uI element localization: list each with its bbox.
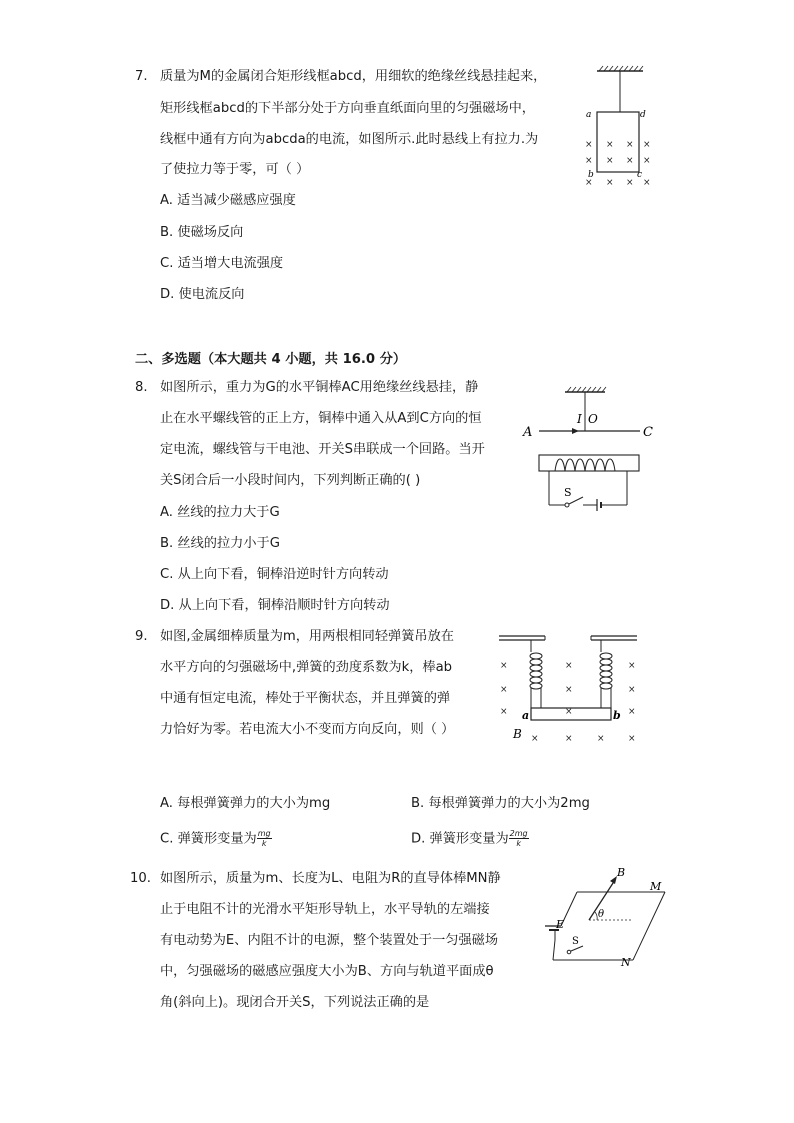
svg-text:×: × <box>500 685 508 695</box>
svg-text:×: × <box>500 707 508 717</box>
svg-text:×: × <box>531 734 539 744</box>
q10-line-3: 有电动势为E、内阻不计的电源，整个装置处于一匀强磁场 <box>160 933 499 948</box>
svg-text:×: × <box>606 156 614 166</box>
q7-option-d[interactable]: D. 使电流反向 <box>160 287 245 302</box>
q7-figure <box>575 62 665 192</box>
q8-line-3: 定电流，螺线管与干电池、开关S串联成一个回路。当开 <box>160 442 485 457</box>
svg-text:×: × <box>500 661 508 671</box>
svg-text:×: × <box>626 156 634 166</box>
q10-line-1: 如图所示，质量为m、长度为L、电阻为R的直导体棒MN静 <box>160 871 501 886</box>
q8-label-s: S <box>564 486 572 499</box>
svg-text:×: × <box>628 685 636 695</box>
q9-option-d-fraction: $\frac{2mg}{k}$ <box>509 829 528 848</box>
svg-text:×: × <box>626 140 634 150</box>
q8-label-o: O <box>588 412 598 426</box>
svg-text:×: × <box>606 178 614 188</box>
q9-figure <box>495 630 645 750</box>
q7-option-a[interactable]: A. 适当减少磁感应强度 <box>160 193 296 208</box>
q10-label-s: S <box>572 936 579 947</box>
q7-label-d: d <box>640 110 646 120</box>
q9-option-c-text: C. 弹簧形变量为 <box>160 831 257 847</box>
svg-text:×: × <box>565 734 573 744</box>
q8-option-a[interactable]: A. 丝线的拉力大于G <box>160 505 280 520</box>
q9-option-a[interactable]: A. 每根弹簧弹力的大小为mg <box>160 796 331 811</box>
q7-number: 7. <box>135 69 148 84</box>
q8-number: 8. <box>135 380 148 395</box>
q8-line-2: 止在水平螺线管的正上方，铜棒中通入从A到C方向的恒 <box>160 411 482 426</box>
q8-label-i: I <box>577 412 582 426</box>
q9-option-c[interactable] <box>160 829 272 849</box>
q10-number: 10. <box>130 871 151 886</box>
q9-label-a: a <box>522 709 530 722</box>
q9-option-b[interactable]: B. 每根弹簧弹力的大小为2mg <box>411 796 590 811</box>
q7-line-2: 矩形线框abcd的下半部分处于方向垂直纸面向里的匀强磁场中， <box>160 101 535 116</box>
q7-option-b[interactable]: B. 使磁场反向 <box>160 225 244 240</box>
q8-option-b[interactable]: B. 丝线的拉力小于G <box>160 536 280 551</box>
svg-text:×: × <box>565 661 573 671</box>
q10-label-n: N <box>621 956 631 969</box>
q8-label-c: C <box>643 425 653 440</box>
q8-label-a: A <box>523 425 533 440</box>
svg-text:×: × <box>643 178 651 188</box>
q8-line-4: 关S闭合后一小段时间内，下列判断正确的( ) <box>160 473 421 488</box>
svg-text:×: × <box>628 707 636 717</box>
svg-text:×: × <box>585 156 593 166</box>
q9-line-1: 如图,金属细棒质量为m，用两根相同轻弹簧吊放在 <box>160 629 454 644</box>
q9-option-c-fraction: $\frac{mg}{k}$ <box>257 829 271 848</box>
q10-line-2: 止于电阻不计的光滑水平矩形导轨上，水平导轨的左端接 <box>160 902 490 917</box>
q7-option-c[interactable]: C. 适当增大电流强度 <box>160 256 284 271</box>
q9-option-d-text: D. 弹簧形变量为 <box>411 831 509 847</box>
svg-text:×: × <box>585 178 593 188</box>
q8-line-1: 如图所示，重力为G的水平铜棒AC用绝缘丝线悬挂，静 <box>160 380 479 395</box>
q7-label-c: c <box>637 170 643 180</box>
q10-label-m: M <box>650 880 662 893</box>
svg-text:×: × <box>565 685 573 695</box>
q10-label-b: B <box>617 866 626 879</box>
q10-label-theta: θ <box>598 909 605 920</box>
q9-option-d[interactable] <box>411 829 529 849</box>
q9-line-2: 水平方向的匀强磁场中,弹簧的劲度系数为k，棒ab <box>160 660 453 675</box>
q7-label-b: b <box>588 170 594 180</box>
q8-option-d[interactable]: D. 从上向下看，铜棒沿顺时针方向转动 <box>160 598 390 613</box>
q9-line-3: 中通有恒定电流，棒处于平衡状态，并且弹簧的弹 <box>160 691 451 706</box>
section-heading-multi-choice: 二、多选题（本大题共 4 小题，共 16.0 分） <box>135 352 407 367</box>
q8-figure <box>515 383 665 513</box>
q8-option-c[interactable]: C. 从上向下看，铜棒沿逆时针方向转动 <box>160 567 389 582</box>
q7-line-3: 线框中通有方向为abcda的电流，如图所示.此时悬线上有拉力.为 <box>160 132 539 147</box>
q10-line-5: 角(斜向上)。现闭合开关S，下列说法正确的是 <box>160 995 430 1010</box>
q7-line-1: 质量为M的金属闭合矩形线框abcd，用细软的绝缘丝线悬挂起来， <box>160 69 547 84</box>
q10-line-4: 中，匀强磁场的磁感应强度大小为B、方向与轨道平面成θ <box>160 964 494 979</box>
q9-label-b: b <box>613 709 621 722</box>
svg-text:×: × <box>606 140 614 150</box>
svg-text:×: × <box>585 140 593 150</box>
svg-text:×: × <box>626 178 634 188</box>
svg-text:×: × <box>643 156 651 166</box>
svg-text:×: × <box>565 707 573 717</box>
svg-text:×: × <box>628 661 636 671</box>
q7-line-4: 了使拉力等于零，可（ ） <box>160 162 310 177</box>
svg-text:×: × <box>628 734 636 744</box>
svg-text:×: × <box>597 734 605 744</box>
svg-text:×: × <box>643 140 651 150</box>
q9-number: 9. <box>135 629 148 644</box>
q10-figure <box>525 862 675 972</box>
q7-label-a: a <box>586 110 592 120</box>
q10-label-e: E <box>556 918 565 931</box>
q9-label-field-b: B <box>513 727 522 741</box>
q9-line-4: 力恰好为零。若电流大小不变而方向反向，则（ ） <box>160 722 455 737</box>
